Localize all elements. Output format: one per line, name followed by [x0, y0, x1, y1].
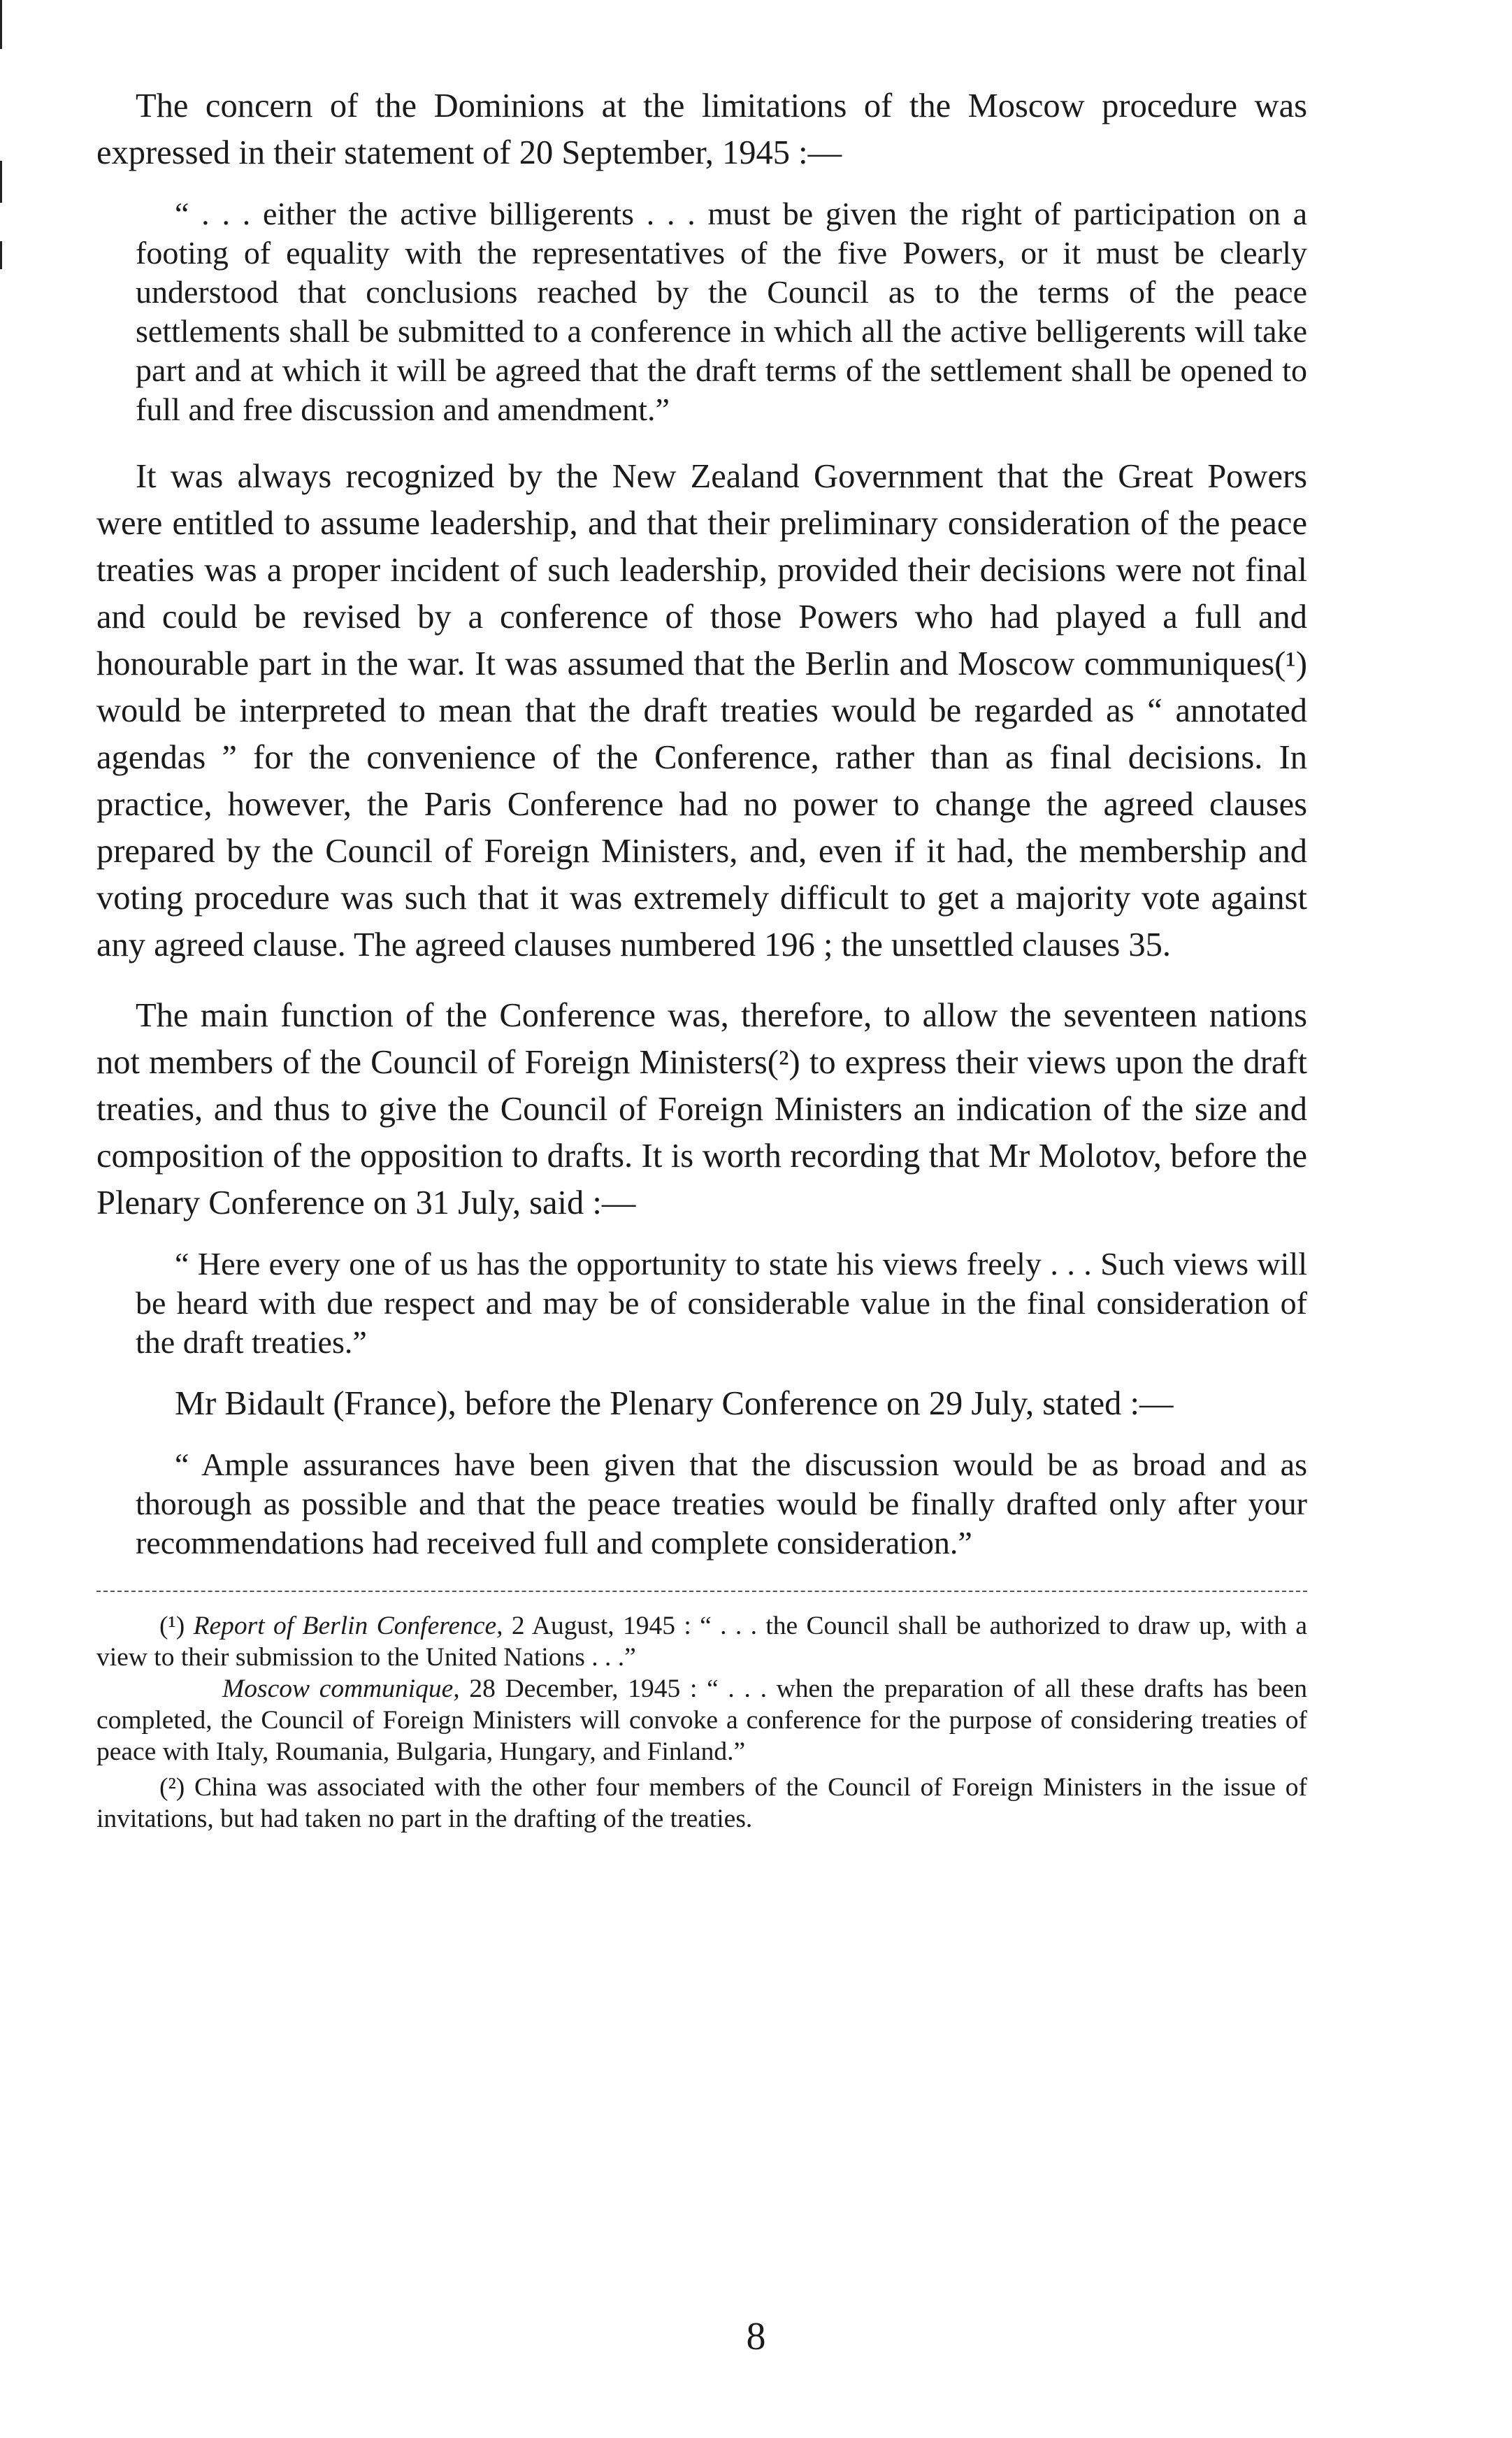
scan-edge-mark [0, 241, 2, 269]
paragraph-2: It was always recognized by the New Zealand Government that the Great Powers were entitled to assume leadership, and that their preliminary consideration of the peace treaties was a proper incident of such leadership, provided their decisions were not final and could be revised by a conference of those Powers who had played a full and honourable part in the war. It was assumed that the Berlin and Moscow communiques(¹) would be interpreted to mean that the draft treaties would be regarded as “ annotated agendas ” for the convenience of the Conference, rather than as final decisions. In practice, however, the Paris Conference had no power to change the agreed clauses prepared by the Council of Foreign Ministers, and, even if it had, the membership and voting procedure was such that it was extremely difficult to get a majority vote against any agreed clause. The agreed clauses numbered 196 ; the unsettled clauses 35. [96, 458, 1307, 963]
quote-bidault: “ Ample assurances have been given that the discussion would be as broad and as thorough as possible and that the peace treaties would be finally drafted only after your recommendations had received full and complete consideration.” [136, 1447, 1307, 1561]
page-number: 8 [746, 2315, 766, 2358]
footnote-1b [96, 1673, 1307, 1767]
page-body [96, 83, 1307, 1835]
paragraph-1: The concern of the Dominions at the limitations of the Moscow procedure was expressed in their statement of 20 September, 1945 :— [96, 87, 1307, 171]
scan-edge-mark [0, 0, 2, 49]
footnote-1b-text: 28 December, 1945 : “ . . . when the preparation of all these drafts has been completed, the Council of Foreign Ministers will convoke a conference for the purpose of considering treaties of peace with Italy, Roumania, Bulgaria, Hungary, and Finland.” [96, 1675, 1307, 1766]
paragraph-4: Mr Bidault (France), before the Plenary Conference on 29 July, stated :— [175, 1385, 1174, 1422]
footnote-1-title: Report of Berlin Conference, [193, 1612, 503, 1640]
scan-edge-mark [0, 161, 2, 203]
footnote-1 [96, 1610, 1307, 1673]
footnote-1b-title: Moscow communique, [222, 1675, 460, 1703]
footnote-1-text: 2 August, 1945 : “ . . . the Council shall be authorized to draw up, with a view to their submission to the United Nations . . .” [96, 1612, 1308, 1672]
paragraph-3: The main function of the Conference was, therefore, to allow the seventeen nations not members of the Council of Foreign Ministers(²) to express their views upon the draft treaties, and thus to give the Council of Foreign Ministers an indication of the size and composition of the opposition to drafts. It is worth recording that Mr Molotov, before the Plenary Conference on 31 July, said :— [96, 997, 1307, 1221]
footnote-1-mark: (¹) [159, 1612, 194, 1640]
footnote-2: (²) China was associated with the other four members of the Council of Foreign Ministers in the issue of invitations, but had taken no part in the drafting of the treaties. [96, 1773, 1307, 1833]
footnote-divider [96, 1591, 1307, 1592]
quote-dominions-statement: “ . . . either the active billigerents . . . must be given the right of participation on a footing of equality with the representatives of the five Powers, or it must be clearly understood that conclusions reached by the Council as to the terms of the peace settlements shall be submitted to a conference in which all the active belligerents will take part and at which it will be agreed that the draft terms of the settlement shall be opened to full and free discussion and amendment.” [136, 196, 1307, 427]
quote-molotov: “ Here every one of us has the opportunity to state his views freely . . . Such views will be heard with due respect and may be of considerable value in the final consideration of the draft treaties.” [136, 1246, 1307, 1360]
